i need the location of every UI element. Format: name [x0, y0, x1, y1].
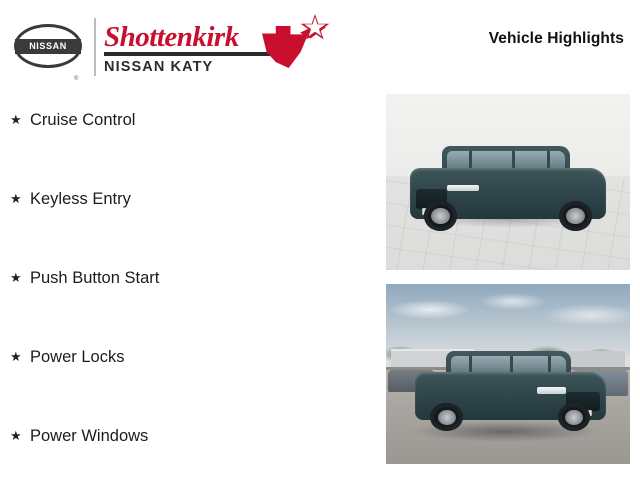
star-bullet-icon: ★	[10, 191, 22, 206]
nissan-roundel-bar	[15, 39, 81, 54]
vehicle-headlight	[537, 387, 566, 394]
page-title: Vehicle Highlights	[488, 30, 624, 47]
vehicle-headlight	[447, 185, 478, 192]
vehicle-wheel	[559, 201, 592, 231]
dealer-subtitle: NISSAN KATY	[104, 59, 214, 75]
feature-label: Cruise Control	[30, 111, 136, 129]
logo-divider	[94, 18, 96, 76]
nissan-roundel-icon	[14, 24, 82, 82]
feature-label: Push Button Start	[30, 269, 160, 287]
list-item	[10, 258, 370, 311]
feature-label: Power Locks	[30, 348, 125, 366]
star-bullet-icon: ★	[10, 428, 22, 443]
texas-state-outline-icon	[256, 14, 330, 76]
vehicle-wheel	[558, 403, 590, 431]
vehicle-wheel	[430, 403, 462, 431]
nissan-wordmark: NISSAN	[29, 41, 67, 51]
page-header	[0, 0, 640, 86]
star-bullet-icon: ★	[10, 112, 22, 127]
star-bullet-icon: ★	[10, 349, 22, 364]
list-item	[10, 100, 370, 153]
vehicle-image-front-quarter	[410, 136, 605, 235]
vehicle-features-list	[10, 100, 370, 469]
dealer-lot-photo[interactable]	[386, 284, 630, 464]
vehicle-image-lot	[415, 342, 605, 436]
feature-label: Power Windows	[30, 427, 149, 445]
registered-mark: ®	[74, 76, 79, 82]
list-item	[10, 179, 370, 232]
list-item	[10, 337, 370, 390]
vehicle-wheel	[424, 201, 457, 231]
studio-photo[interactable]	[386, 94, 630, 270]
dealer-name: Shottenkirk	[104, 21, 239, 53]
star-bullet-icon: ★	[10, 270, 22, 285]
list-item	[10, 416, 370, 469]
dealer-logo[interactable]	[8, 6, 328, 84]
feature-label: Keyless Entry	[30, 190, 131, 208]
